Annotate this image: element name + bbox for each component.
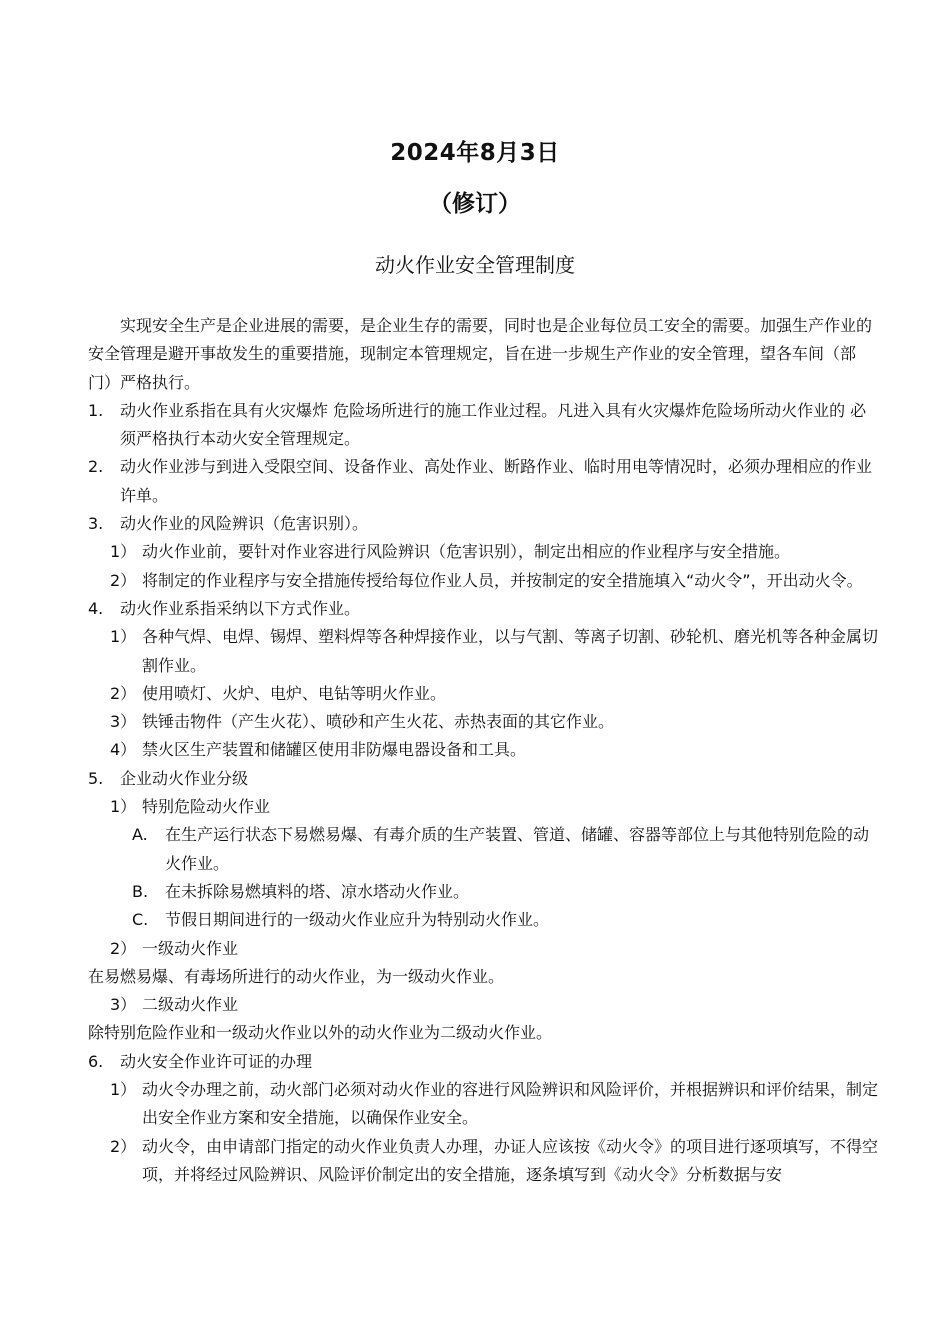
item-text: 动火作业前，要针对作业容进行风险辨识（危害识别），制定出相应的作业程序与安全措施。	[142, 542, 791, 562]
list-item	[88, 935, 878, 963]
list-item	[88, 765, 878, 793]
item-number: 3）	[110, 995, 137, 1015]
item-number: 2）	[110, 683, 137, 703]
list-item	[88, 567, 878, 595]
item-number: 3）	[110, 712, 137, 732]
item-number: 6.	[88, 1051, 104, 1071]
item-text: 在生产运行状态下易燃易爆、有毒介质的生产装置、管道、储罐、容器等部位上与其他特别危险的动火作业。	[165, 825, 870, 873]
intro-paragraph: 实现安全生产是企业进展的需要，是企业生存的需要，同时也是企业每位员工安全的需要。加强生产作业的安全管理是避开事故发生的重要措施，现制定本管理规定，旨在进一步规生产作业的安全管理，望各车间（部门）严格执行。	[88, 316, 873, 392]
item-text: 各种气焊、电焊、锡焊、塑料焊等各种焊接作业，以与气割、等离子切割、砂轮机、磨光机等各种金属切割作业。	[142, 627, 879, 675]
item-number: 2）	[110, 938, 137, 958]
list-item	[88, 510, 878, 538]
item-text: 动火令办理之前，动火部门必须对动火作业的容进行风险辨识和风险评价，并根据辨识和评价结果，制定出安全作业方案和安全措施，以确保作业安全。	[142, 1080, 879, 1128]
list-item	[88, 453, 878, 510]
item-number: 1）	[110, 627, 137, 647]
revision-label: （修订）	[429, 191, 521, 217]
item-number: 1.	[88, 400, 104, 420]
item-number: 2.	[88, 457, 104, 477]
item-number: B.	[132, 881, 149, 901]
item-text: 将制定的作业程序与安全措施传授给每位作业人员，并按制定的安全措施填入“动火令”，开出动火令。	[142, 570, 863, 590]
item-number: 1）	[110, 797, 137, 817]
item-number: 4）	[110, 740, 137, 760]
list-item	[88, 1076, 878, 1133]
item-text: 禁火区生产装置和储罐区使用非防爆电器设备和工具。	[142, 740, 527, 760]
list-item	[88, 595, 878, 623]
list-item	[88, 793, 878, 821]
item-number: 1）	[110, 1080, 137, 1100]
item-text: 动火作业涉与到进入受限空间、设备作业、高处作业、断路作业、临时用电等情况时，必须办理相应的作业许单。	[120, 457, 873, 505]
item-text: 动火作业的风险辨识（危害识别）。	[120, 514, 369, 534]
item-text: 使用喷灯、火炉、电炉、电钻等明火作业。	[142, 683, 447, 703]
document-title: 动火作业安全管理制度	[375, 253, 575, 277]
item-text: 二级动火作业	[142, 995, 239, 1015]
list-item	[88, 708, 878, 736]
item-text: 在未拆除易燃填料的塔、凉水塔动火作业。	[165, 881, 470, 901]
list-item	[88, 906, 878, 934]
item-number: 2）	[110, 570, 137, 590]
item-number: 4.	[88, 598, 104, 618]
document-body	[88, 312, 878, 1189]
list-item	[88, 736, 878, 764]
item-number: A.	[132, 825, 148, 845]
list-item	[88, 821, 878, 878]
item-text: 动火作业系指在具有火灾爆炸 危险场所进行的施工作业过程。凡进入具有火灾爆炸危险场所动火作业的 必须严格执行本动火安全管理规定。	[120, 400, 867, 449]
item-text: 企业动火作业分级	[120, 768, 249, 788]
list-item	[88, 991, 878, 1019]
list-item	[88, 878, 878, 906]
item-text: 动火安全作业许可证的办理	[120, 1051, 313, 1071]
list-item	[88, 680, 878, 708]
item-text: 铁锤击物件（产生火花）、喷砂和产生火花、赤热表面的其它作业。	[142, 712, 615, 732]
item-text: 动火作业系指采纳以下方式作业。	[120, 598, 361, 618]
document-date: 2024年8月3日	[390, 140, 560, 166]
item-text: 一级动火作业	[142, 938, 239, 958]
list-item	[88, 397, 878, 454]
item-number: C.	[132, 910, 149, 930]
list-item	[88, 538, 878, 566]
plain-paragraph: 在易燃易爆、有毒场所进行的动火作业，为一级动火作业。	[88, 966, 505, 986]
item-text: 动火令，由申请部门指定的动火作业负责人办理，办证人应该按《动火令》的项目进行逐项填写，不得空项，并将经过风险辨识、风险评价制定出的安全措施，逐条填写到《动火令》分析数据与安	[142, 1136, 879, 1184]
list-item	[88, 623, 878, 680]
list-item	[88, 1133, 878, 1190]
item-number: 2）	[110, 1136, 137, 1156]
list-item	[88, 1048, 878, 1076]
item-number: 5.	[88, 768, 104, 788]
item-text: 特别危险动火作业	[142, 797, 271, 817]
plain-paragraph: 除特别危险作业和一级动火作业以外的动火作业为二级动火作业。	[88, 1023, 553, 1043]
item-text: 节假日期间进行的一级动火作业应升为特别动火作业。	[165, 910, 550, 930]
item-number: 1）	[110, 542, 137, 562]
item-number: 3.	[88, 514, 104, 534]
